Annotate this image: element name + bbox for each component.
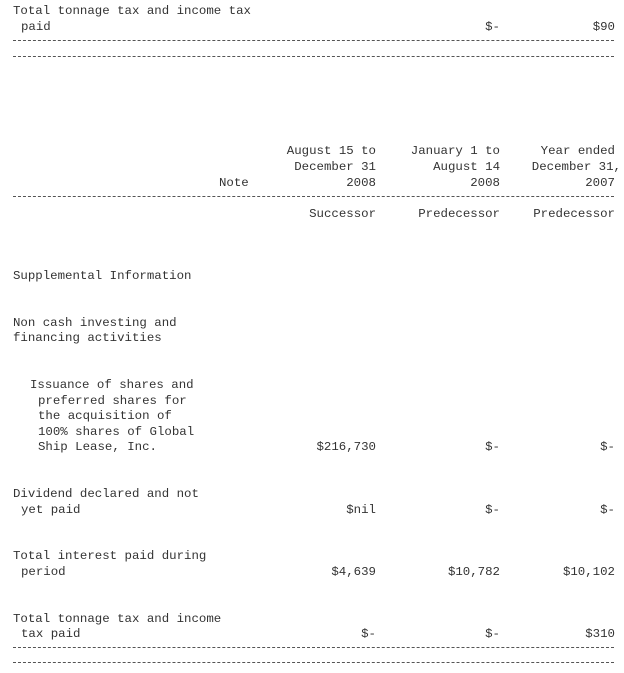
interest-label-line1: Total interest paid during — [13, 549, 207, 563]
top-rule-2 — [13, 56, 614, 57]
issuance-predecessor-2007-value: $- — [600, 440, 615, 454]
section-noncash-line1: Non cash investing and — [13, 316, 177, 330]
section-noncash-line2: financing activities — [13, 331, 162, 345]
section-supplemental: Supplemental Information — [13, 269, 192, 283]
issuance-label-line1: Issuance of shares and — [30, 378, 194, 392]
header-col1-line1: August 15 to — [286, 144, 376, 158]
dividend-predecessor-2007-value: $- — [600, 503, 615, 517]
header-col1-line2: December 31 — [294, 160, 376, 174]
issuance-label-line3: the acquisition of — [38, 409, 172, 423]
header-col3-line2: December 31, — [531, 160, 621, 174]
tonnage-label-line2: tax paid — [21, 627, 81, 641]
header-col2-line2: August 14 — [433, 160, 500, 174]
interest-label-line2: period — [21, 565, 66, 579]
header-col3-entity: Predecessor — [533, 207, 615, 221]
tonnage-predecessor-2008-value: $- — [485, 627, 500, 641]
header-rule — [13, 196, 614, 197]
top-row-label-line2: paid — [21, 20, 51, 34]
interest-predecessor-2008-value: $10,782 — [447, 565, 500, 579]
dividend-successor-value: $nil — [346, 503, 376, 517]
top-rule-1 — [13, 40, 614, 41]
dividend-label-line2: yet paid — [21, 503, 81, 517]
interest-successor-value: $4,639 — [331, 565, 376, 579]
bottom-rule-2 — [13, 662, 614, 663]
tonnage-predecessor-2007-value: $310 — [585, 627, 615, 641]
tonnage-label-line1: Total tonnage tax and income — [13, 612, 222, 626]
dividend-predecessor-2008-value: $- — [485, 503, 500, 517]
header-col1-line3: 2008 — [346, 176, 376, 190]
top-row-prior-value: $- — [485, 20, 500, 34]
header-col3-line3: 2007 — [585, 176, 615, 190]
issuance-label-line5: Ship Lease, Inc. — [38, 440, 157, 454]
issuance-successor-value: $216,730 — [316, 440, 376, 454]
header-col2-line1: January 1 to — [410, 144, 500, 158]
issuance-predecessor-2008-value: $- — [485, 440, 500, 454]
bottom-rule-1 — [13, 647, 614, 648]
header-col2-entity: Predecessor — [418, 207, 500, 221]
header-note: Note — [219, 176, 249, 190]
issuance-label-line4: 100% shares of Global — [38, 425, 195, 439]
tonnage-successor-value: $- — [361, 627, 376, 641]
interest-predecessor-2007-value: $10,102 — [562, 565, 615, 579]
header-col3-line1: Year ended — [540, 144, 615, 158]
top-row-label-line1: Total tonnage tax and income tax — [13, 4, 251, 18]
issuance-label-line2: preferred shares for — [38, 394, 187, 408]
header-col1-entity: Successor — [309, 207, 376, 221]
dividend-label-line1: Dividend declared and not — [13, 487, 199, 501]
header-col2-line3: 2008 — [470, 176, 500, 190]
top-row-last-value: $90 — [592, 20, 615, 34]
